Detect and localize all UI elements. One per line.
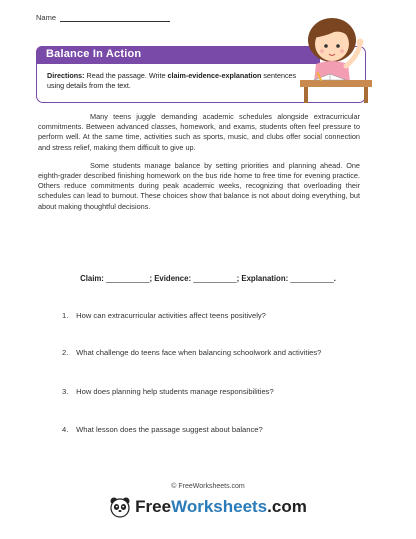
evidence-blank[interactable]: __________ <box>193 274 237 283</box>
question-3 <box>62 387 274 396</box>
question-number: 2. <box>62 348 69 357</box>
question-text: What challenge do teens face when balancing schoolwork and activities? <box>76 348 322 357</box>
explanation-blank[interactable]: __________ <box>290 274 334 283</box>
question-number: 4. <box>62 425 69 434</box>
claim-evidence-explanation-line: Claim: __________; Evidence: __________; Explanation: __________. <box>80 274 336 283</box>
claim-label: Claim: <box>80 274 104 283</box>
question-text: How does planning help students manage responsibilities? <box>76 387 274 396</box>
directions-bold: claim-evidence-explanation <box>167 71 262 80</box>
girl-at-desk-illustration <box>286 10 382 106</box>
evidence-label: Evidence: <box>154 274 192 283</box>
brand-com: .com <box>267 497 307 516</box>
brand-free: Free <box>135 497 172 516</box>
directions-text-2: sentences using details from the text. <box>47 71 297 90</box>
explanation-label: Explanation: <box>241 274 289 283</box>
question-2 <box>62 348 321 357</box>
passage-paragraph: Some students manage balance by setting priorities and planning ahead. One eighth-grader described finishing homework on the bus ride home to free time for evening practice. Others reduce commitments during peak academic weeks, recognizing that overloading their schedules can lead to burnout. These choices show that balance is not about doing everything, but about making thoughtful decisions. <box>38 160 360 211</box>
question-number: 3. <box>62 387 69 396</box>
name-row <box>36 13 170 22</box>
question-4 <box>62 425 263 434</box>
directions-label: Directions: <box>47 71 85 80</box>
directions-text-1: Read the passage. Write <box>84 71 168 80</box>
question-1 <box>62 311 266 320</box>
name-field[interactable] <box>60 14 170 22</box>
name-label: Name <box>36 13 57 22</box>
brand-wordmark <box>135 497 307 517</box>
question-number: 1. <box>62 311 69 320</box>
passage-paragraph: Many teens juggle demanding academic schedules alongside extracurricular commitments. Between advanced classes, homework, and exams, students often feel pressure to perform well. At the same time, activities such as sports, music, and clubs offer social connection and stress relief, making them difficult to give up. <box>38 112 360 152</box>
directions <box>47 71 297 91</box>
footer-brand <box>0 494 416 520</box>
brand-worksheets: Worksheets <box>171 497 268 516</box>
passage <box>38 112 360 220</box>
title-bar <box>36 46 320 64</box>
panda-logo-icon <box>109 496 131 518</box>
question-text: What lesson does the passage suggest about balance? <box>76 425 263 434</box>
footer-copyright: © FreeWorksheets.com <box>171 483 245 490</box>
claim-blank[interactable]: __________ <box>106 274 150 283</box>
worksheet-title: Balance In Action <box>46 48 142 60</box>
question-text: How can extracurricular activities affect teens positively? <box>76 311 266 320</box>
